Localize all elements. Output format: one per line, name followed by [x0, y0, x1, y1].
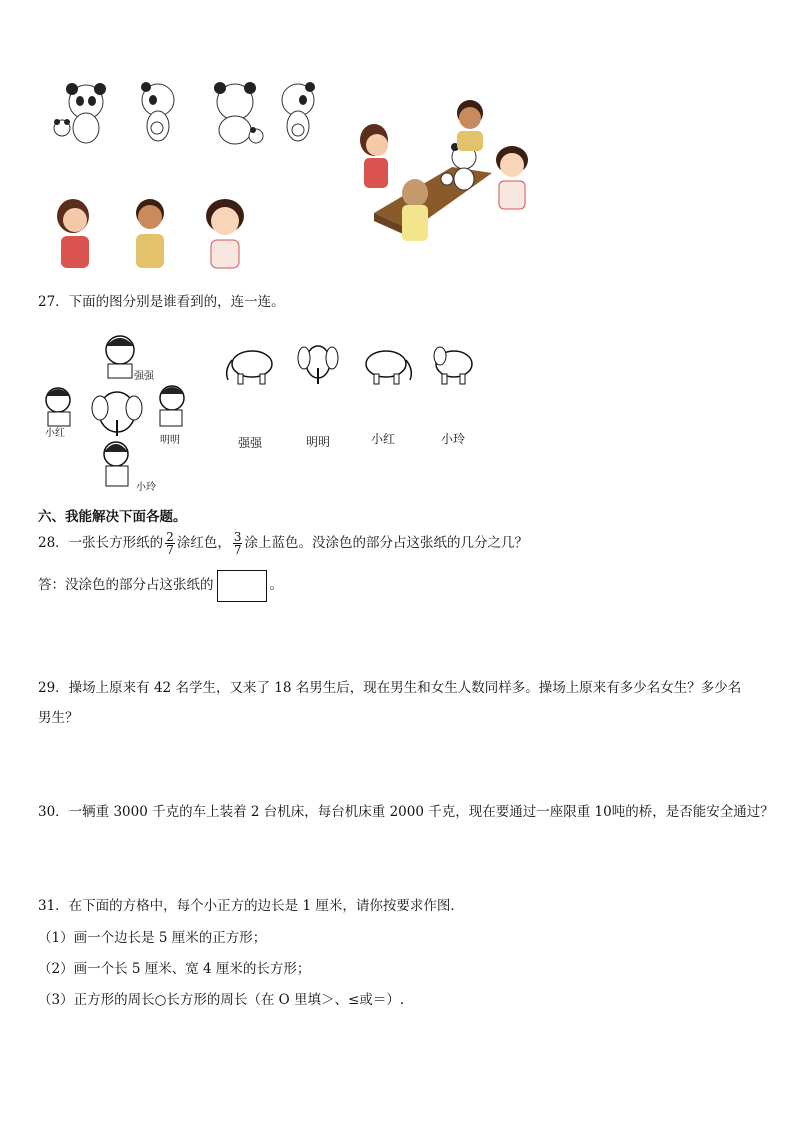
- elephant-views-row: [220, 340, 480, 388]
- section-6-title: 六、我能解决下面各题。: [38, 509, 187, 525]
- q28-answer-suffix: 。: [269, 577, 283, 593]
- q28-suffix: 涂上蓝色。没涂色的部分占这张纸的几分之几？: [244, 535, 528, 551]
- frac2-numerator: 3: [233, 530, 242, 544]
- table-scene-illustration: [352, 95, 537, 245]
- question-30-text: 30．一辆重 3000 千克的车上装着 2 台机床，每台机床重 2000 千克，现在要通过一座限重 10吨的桥，是否能安全通过？: [38, 804, 774, 820]
- frac2-denominator: 7: [233, 543, 242, 557]
- question-27-text: 27．下面的图分别是谁看到的，连一连。: [38, 294, 285, 310]
- scene-label-ling: 小玲: [136, 482, 156, 493]
- question-29-line2: 男生？: [38, 710, 79, 726]
- answer-label-qiang: 强强: [238, 436, 263, 450]
- scene-boy-top: [457, 100, 483, 151]
- answer-label-ming: 明明: [306, 435, 331, 449]
- panda-views-illustration: [48, 80, 323, 150]
- boy-figure: [136, 199, 164, 268]
- answer-box[interactable]: [217, 570, 267, 602]
- observer-hong: [46, 388, 70, 426]
- panda-other-side-view: [282, 82, 315, 141]
- scene-label-qiang: 强强: [134, 371, 154, 382]
- q28-prefix: 28．一张长方形纸的: [38, 535, 164, 551]
- scene-girl-left: [360, 124, 388, 188]
- elephant-observers-illustration: [40, 330, 195, 495]
- scene-label-ming: 明明: [160, 435, 180, 446]
- frac1-denominator: 7: [166, 543, 174, 557]
- scene-girl-right: [496, 146, 528, 209]
- question-31-item-1: （1）画一个边长是 5 厘米的正方形；: [38, 930, 267, 946]
- fraction-three-sevenths: [233, 531, 243, 556]
- panda-front-view: [54, 83, 106, 143]
- elephant-side-view-right: [366, 351, 411, 384]
- elephant-side-view-left: [227, 351, 272, 384]
- question-29-line1: 29．操场上原来有 42 名学生，又来了 18 名男生后，现在男生和女生人数同样多。操场上原来有多少名女生？多少名: [38, 680, 742, 696]
- fraction-two-sevenths: [165, 531, 175, 556]
- scene-label-hong: 小红: [45, 428, 65, 439]
- scene-child-back: [402, 179, 428, 241]
- children-illustration: [45, 198, 260, 270]
- question-31-item-2: （2）画一个长 5 厘米、宽 4 厘米的长方形；: [38, 961, 311, 977]
- center-elephant-icon: [92, 392, 142, 436]
- question-31-item-3: （3）正方形的周长○长方形的周长（在 O 里填＞、≤或＝）.: [38, 992, 405, 1008]
- panda-back-view: [214, 82, 263, 144]
- frac1-numerator: 2: [166, 530, 174, 544]
- question-31-text: 31．在下面的方格中，每个小正方的边长是 1 厘米，请你按要求作图．: [38, 898, 464, 914]
- answer-label-hong: 小红: [371, 432, 396, 446]
- observer-ming: [160, 386, 184, 426]
- question-28-answer: [38, 568, 283, 602]
- elephant-back-view: [434, 347, 472, 384]
- observer-qiang: [106, 336, 134, 378]
- q28-mid: 涂红色，: [176, 535, 231, 551]
- q28-answer-prefix: 答：没涂色的部分占这张纸的: [38, 577, 214, 593]
- observer-ling: [104, 442, 128, 486]
- elephant-front-view: [298, 346, 338, 384]
- girl-ponytail: [57, 199, 89, 268]
- question-28-text: [38, 528, 528, 558]
- panda-side-view: [141, 82, 174, 141]
- answer-label-ling: 小玲: [441, 432, 466, 446]
- girl-short-hair: [206, 199, 244, 268]
